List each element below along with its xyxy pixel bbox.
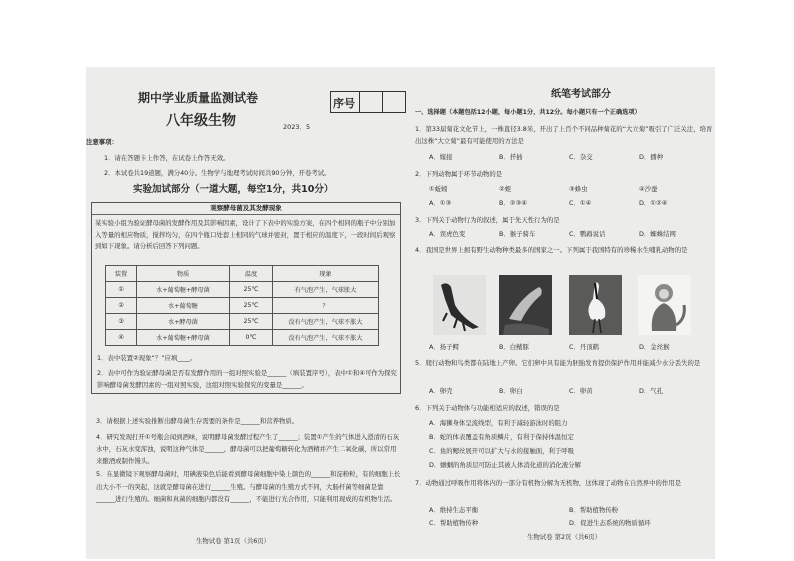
grade-title: 八年级生物 bbox=[166, 113, 236, 129]
table-row bbox=[106, 282, 379, 298]
lab-question: 2．表中可作为验证酵母菌是否有发酵作用的一组对照实验是______（填装置序号），表中①和④可作为探究影响酵母菌发酵因素的一组对照实验，这组对照实验探究的变量是______。 bbox=[97, 369, 397, 389]
lab-question: 5．在显微镜下观察酵母菌时，用碘液染色后能看到酵母菌细胞中染上颜色的______和淀粉粒，有的细胞上长出大小不一的突起，这就是酵母菌在进行______生殖。与酵母菌的生殖方式不同，大肠杆菌等细菌是靠______进行生殖的。细菌和真菌的细胞内都没有______，不能进行光合作用，只能利用现成的有机物生活。 bbox=[96, 470, 401, 503]
option: D．促进生态系统的物质循环 bbox=[569, 519, 651, 527]
question-stem: 5．爬行动物和鸟类都在陆地上产卵。它们卵中具有能为胚胎发育提供保护作用并能减少水分丢失的是 bbox=[415, 359, 701, 367]
option: D．播种 bbox=[639, 153, 664, 161]
serial-label: 序号 bbox=[333, 97, 355, 110]
page-footer: 生物试卷 第1页（共6页） bbox=[196, 537, 271, 545]
crane-photo bbox=[569, 275, 622, 335]
option: ③蜂虫 bbox=[569, 185, 588, 193]
option: B．蛇的体表覆盖有角质鳞片，有利于保持体温恒定 bbox=[429, 433, 574, 441]
dolphin-photo bbox=[499, 275, 552, 335]
notice-item: 2．本试卷共19道题，满分40分。生物学与地理考试时间共90分钟，开卷考试。 bbox=[104, 169, 331, 177]
table-cell: 水+葡萄糖 bbox=[137, 298, 230, 314]
serial-cell-divider bbox=[359, 92, 360, 112]
question-stem: 4．我国是世界上拥有野生动物种类最多的国家之一。下列属于我国特有的珍稀水生哺乳动物的是 bbox=[415, 246, 688, 254]
notice-item: 1．请在答题卡上作答，在试卷上作答无效。 bbox=[104, 154, 230, 162]
column-header: 温度 bbox=[230, 266, 273, 282]
table-cell: 有气泡产生，气球胀大 bbox=[273, 282, 379, 298]
monkey-photo bbox=[638, 275, 691, 335]
option: A．①③ bbox=[429, 199, 452, 207]
option: A．卵壳 bbox=[429, 387, 453, 395]
notice-heading: 注意事项： bbox=[86, 138, 118, 146]
question-stem: 7．动物通过呼吸作用将体内的一部分有机物分解为无机物，这体现了动物在自然界中的作用是 bbox=[415, 479, 682, 487]
table-cell: 25℃ bbox=[230, 298, 273, 314]
option: C．鹦鹉说话 bbox=[569, 230, 606, 238]
table-header-row bbox=[106, 266, 379, 282]
divider bbox=[92, 214, 400, 215]
experiment-box-title: 观察酵母菌及其发酵现象 bbox=[210, 204, 282, 212]
table-cell: ③ bbox=[106, 314, 137, 330]
option: B．白鳍豚 bbox=[499, 343, 529, 351]
experiment-table bbox=[105, 265, 379, 346]
table-cell: 水+酵母菌 bbox=[137, 314, 230, 330]
column-header: 现象 bbox=[273, 266, 379, 282]
option: C．①④ bbox=[569, 199, 592, 207]
exam-date: 2023．5 bbox=[283, 123, 311, 131]
option: D．金丝猴 bbox=[639, 343, 670, 351]
experiment-intro: 某实验小组为验证酵母菌的发酵作用及其影响因素，设计了下表中的实验方案，在四个相同的瓶子中分别加入等量的相应物质，搅拌均匀，在四个瓶口处套上相同的气球并密封，置于相应的温度下，一段时间后观察到如下现象。请分析后回答下列问题。 bbox=[95, 219, 396, 250]
alligator-photo bbox=[433, 275, 486, 335]
page-footer: 生物试卷 第2页（共6页） bbox=[527, 533, 602, 541]
option: ④沙蚕 bbox=[639, 185, 658, 193]
column-header: 物质 bbox=[137, 266, 230, 282]
table-row bbox=[106, 330, 379, 346]
option: B．卵白 bbox=[499, 387, 523, 395]
table-cell: ？ bbox=[273, 298, 379, 314]
option: ①蚯蚓 bbox=[429, 185, 448, 193]
option: C．帮助植物传种 bbox=[429, 519, 479, 527]
table-cell: ① bbox=[106, 282, 137, 298]
column-header: 装置 bbox=[106, 266, 137, 282]
option: A．维持生态平衡 bbox=[429, 506, 479, 514]
table-cell: 0℃ bbox=[230, 330, 273, 346]
option: A．海狮身体呈流线型，有利于减轻游泳时的阻力 bbox=[429, 419, 568, 427]
option: ②蛭 bbox=[499, 185, 512, 193]
option: B．扦插 bbox=[499, 153, 523, 161]
option: B．帮助植物传粉 bbox=[569, 506, 619, 514]
page-one bbox=[86, 67, 411, 559]
option: C．鱼的鳃丝展开可以扩大与水的接触面，利于呼吸 bbox=[429, 447, 575, 455]
table-cell: 没有气泡产生，气球不胀大 bbox=[273, 314, 379, 330]
part-one-heading: 一、选择题（本题包括12小题，每小题1分，共12分。每小题只有一个正确选项） bbox=[415, 109, 641, 116]
table-cell: 水+葡萄糖+酵母菌 bbox=[137, 282, 230, 298]
option: A．扬子鳄 bbox=[429, 343, 459, 351]
lab-question: 4．研究发现打开①号瓶会闻到酒味，说明酵母菌发酵过程产生了______；装置①产生的气体进入澄清的石灰水中，石灰水变浑浊，说明这种气体是______，酵母菌可以把葡萄糖转化为酒精并产生二氧化碳，所以常用来酿酒或制作馒头。 bbox=[96, 433, 400, 465]
option: D．气孔 bbox=[639, 387, 664, 395]
table-cell: ④ bbox=[106, 330, 137, 346]
page-two bbox=[411, 67, 715, 559]
exam-title: 期中学业质量监测试卷 bbox=[138, 91, 259, 105]
option: C．杂交 bbox=[569, 153, 593, 161]
paper-section-title: 纸笔考试部分 bbox=[551, 89, 611, 100]
question-stem: 6．下列关于动物体与功能相适应的叙述，错误的是 bbox=[415, 404, 560, 412]
lab-question: 1．表中装置②现象“？”应填____。 bbox=[97, 354, 197, 362]
table-row bbox=[106, 298, 379, 314]
option: A．嫁接 bbox=[429, 153, 453, 161]
experiment-box bbox=[91, 202, 401, 394]
lab-question: 3．请根据上述实验推断出酵母菌生存需要的条件是______和营养物质。 bbox=[96, 417, 299, 425]
option: A．误虎色变 bbox=[429, 230, 466, 238]
serial-cell-divider bbox=[382, 92, 383, 112]
option: C．卵黄 bbox=[569, 387, 593, 395]
question-stem: 2．下列动物属于环节动物的是 bbox=[415, 170, 503, 178]
option: B．②③④ bbox=[499, 199, 527, 207]
option: C．丹顶鹤 bbox=[569, 343, 600, 351]
table-row bbox=[106, 314, 379, 330]
table-cell: 25℃ bbox=[230, 282, 273, 298]
question-stem: 3．下列关于动物行为的叙述，属于先天性行为的是 bbox=[415, 216, 560, 224]
serial-number-box bbox=[330, 91, 406, 113]
option: D．①②④ bbox=[639, 199, 668, 207]
table-cell: 没有气泡产生，气球不胀大 bbox=[273, 330, 379, 346]
option: D．蝈蝈的角质层可防止其被人体消化道的消化液分解 bbox=[429, 461, 581, 469]
option: D．蜘蛛结网 bbox=[639, 230, 676, 238]
table-cell: 水+葡萄糖+酵母菌 bbox=[137, 330, 230, 346]
question-stem: 1．第33届菊花文化节上，一株直径3.8米，开出了上百个不同品种菊花的“大立菊”吸引了广泛关注，培育出这株“大立菊”最有可能使用的方法是 bbox=[415, 125, 713, 145]
table-cell: 25℃ bbox=[230, 314, 273, 330]
lab-section-title: 实验加试部分（一道大题，每空1分，共10分） bbox=[133, 184, 334, 195]
exam-sheet bbox=[86, 67, 715, 559]
table-cell: ② bbox=[106, 298, 137, 314]
option: B．猴子骑车 bbox=[499, 230, 536, 238]
